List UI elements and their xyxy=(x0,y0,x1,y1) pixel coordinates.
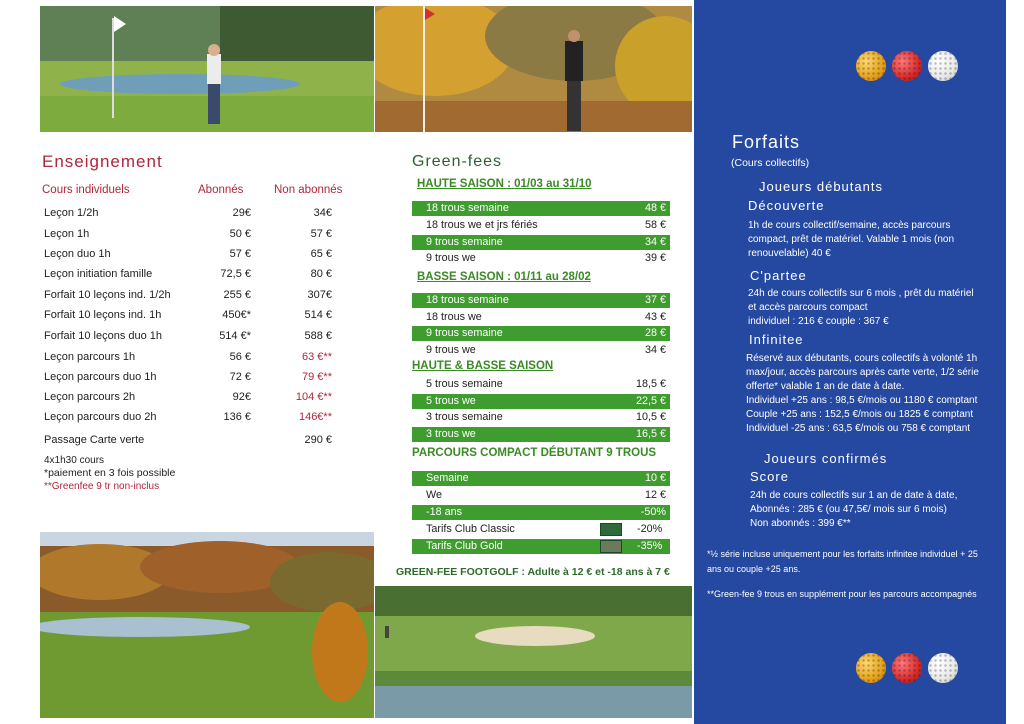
fee-price: 10,5 € xyxy=(635,411,666,423)
lesson-price-non-abonnes: 34€ xyxy=(313,207,332,219)
lesson-price-non-abonnes: 588 € xyxy=(304,330,332,342)
fee-price: 22,5 € xyxy=(635,395,666,407)
lesson-price-abonnes: 57 € xyxy=(229,248,251,260)
score-line: Non abonnés : 399 €** xyxy=(750,518,851,529)
lesson-price-abonnes: 92€ xyxy=(232,391,251,403)
greenfees-title: Green-fees xyxy=(412,153,503,170)
fee-price: -50% xyxy=(640,506,666,518)
fee-row xyxy=(412,488,670,503)
lesson-label: Leçon parcours duo 1h xyxy=(44,371,157,383)
fee-label: 3 trous we xyxy=(426,428,476,440)
lesson-label: Forfait 10 leçons ind. 1/2h xyxy=(44,289,171,301)
club-gold-card-icon xyxy=(600,540,622,553)
fee-row xyxy=(412,201,670,216)
lesson-price-abonnes: 450€* xyxy=(222,309,251,321)
carte-verte-label: Passage Carte verte xyxy=(44,434,145,446)
golf-ball-white-icon xyxy=(928,51,958,81)
lesson-label: Leçon 1/2h xyxy=(44,207,99,219)
fee-price: 34 € xyxy=(644,236,666,248)
cours-individuels-header: Cours individuels xyxy=(42,184,130,196)
golf-ball-red-icon xyxy=(892,653,922,683)
fee-price: 10 € xyxy=(644,472,666,484)
lesson-label: Leçon parcours 1h xyxy=(44,351,136,363)
fee-label: 5 trous semaine xyxy=(426,378,503,390)
score-text xyxy=(750,489,957,531)
lesson-price-abonnes: 514 €* xyxy=(219,330,251,342)
decouverte-line: compact, prêt de matériel. Valable 1 mois (non xyxy=(748,234,955,245)
lesson-price-abonnes: 56 € xyxy=(229,351,251,363)
fee-price: 48 € xyxy=(644,202,666,214)
fee-row xyxy=(412,410,670,425)
fee-label: 9 trous semaine xyxy=(426,327,503,339)
haute-saison-title: HAUTE SAISON : 01/03 au 31/10 xyxy=(417,178,592,190)
score-line: Abonnés : 285 € (ou 47,5€/ mois sur 6 mois) xyxy=(750,504,947,515)
cpartee-title: C'partee xyxy=(750,268,807,283)
enseignement-notes xyxy=(44,454,175,493)
cpartee-line: individuel : 216 € couple : 367 € xyxy=(748,316,889,327)
fee-label: 9 trous semaine xyxy=(426,236,503,248)
infinitee-title: Infinitee xyxy=(749,332,804,347)
fee-price: 12 € xyxy=(644,489,666,501)
fee-price: 18,5 € xyxy=(635,378,666,390)
note-paiement: *paiement en 3 fois possible xyxy=(44,467,176,479)
debutants-title: Joueurs débutants xyxy=(759,179,883,194)
lesson-price-abonnes: 72 € xyxy=(229,371,251,383)
club-classic-card-icon xyxy=(600,523,622,536)
golf-ball-red-icon xyxy=(892,51,922,81)
golf-ball-yellow-icon xyxy=(856,51,886,81)
lesson-label: Forfait 10 leçons ind. 1h xyxy=(44,309,162,321)
cpartee-line: et accès parcours compact xyxy=(748,302,868,313)
fee-row xyxy=(412,394,670,409)
lesson-label: Leçon parcours duo 2h xyxy=(44,411,157,423)
decouverte-line: renouvelable) 40 € xyxy=(748,248,831,259)
fee-row xyxy=(412,326,670,341)
fee-price: 58 € xyxy=(644,219,666,231)
fee-row xyxy=(412,343,670,358)
infinitee-line: Individuel +25 ans : 98,5 €/mois ou 1180 € comptant xyxy=(746,395,978,406)
fee-label: 18 trous semaine xyxy=(426,202,509,214)
lesson-price-non-abonnes: 146€** xyxy=(298,411,332,423)
compact-title: PARCOURS COMPACT DÉBUTANT 9 TROUS xyxy=(412,447,657,459)
infinitee-line: Réservé aux débutants, cours collectifs à volonté 1h xyxy=(746,353,978,364)
infinitee-line: offerte* valable 1 an de date à date. xyxy=(746,381,905,392)
note-cours: 4x1h30 cours xyxy=(44,455,105,466)
fee-row xyxy=(412,522,670,537)
fee-row xyxy=(412,310,670,325)
fee-label: 18 trous we et jrs fériés xyxy=(426,219,538,231)
score-line: 24h de cours collectifs sur 1 an de date à date, xyxy=(750,490,958,501)
fee-row xyxy=(412,235,670,250)
basse-saison-title: BASSE SAISON : 01/11 au 28/02 xyxy=(417,271,591,283)
fee-label: 9 trous we xyxy=(426,344,476,356)
note-greenfee: **Greenfee 9 tr non-inclus xyxy=(44,481,160,492)
lesson-price-non-abonnes: 104 €** xyxy=(295,391,332,403)
footnote-line: *½ série incluse uniquement pour les forfaits infinitee individuel + 25 xyxy=(707,549,978,559)
lesson-price-abonnes: 29€ xyxy=(232,207,251,219)
photo-autumn-lake xyxy=(40,532,374,718)
fee-price: 28 € xyxy=(644,327,666,339)
lesson-label: Leçon duo 1h xyxy=(44,248,111,260)
fee-label: 18 trous semaine xyxy=(426,294,509,306)
fee-price: 34 € xyxy=(644,344,666,356)
lesson-price-non-abonnes: 57 € xyxy=(310,228,332,240)
infinitee-line: Couple +25 ans : 152,5 €/mois ou 1825 € comptant xyxy=(746,409,974,420)
photo-golfer-autumn xyxy=(375,6,692,132)
golf-ball-yellow-icon xyxy=(856,653,886,683)
fee-row xyxy=(412,251,670,266)
fee-row xyxy=(412,427,670,442)
lesson-label: Leçon parcours 2h xyxy=(44,391,136,403)
infinitee-text xyxy=(746,352,979,436)
fee-price: 43 € xyxy=(644,311,666,323)
confirmes-title: Joueurs confirmés xyxy=(764,451,888,466)
fee-row xyxy=(412,539,670,554)
haute-basse-title: HAUTE & BASSE SAISON xyxy=(412,360,554,372)
decouverte-line: 1h de cours collectif/semaine, accès parcours xyxy=(748,220,951,231)
fee-row xyxy=(412,505,670,520)
fee-price: 39 € xyxy=(644,252,666,264)
footnote-serie xyxy=(707,547,978,577)
fee-label: -18 ans xyxy=(426,506,463,518)
fee-label: Semaine xyxy=(426,472,469,484)
fee-price: 37 € xyxy=(644,294,666,306)
fee-price: 16,5 € xyxy=(635,428,666,440)
lesson-price-abonnes: 72,5 € xyxy=(220,268,251,280)
infinitee-line: max/jour, accès parcours après carte verte, 1/2 série xyxy=(746,367,979,378)
decouverte-title: Découverte xyxy=(748,198,825,213)
footnote-line: ans ou couple +25 ans. xyxy=(707,564,801,574)
forfaits-subtitle: (Cours collectifs) xyxy=(731,157,810,169)
infinitee-line: Individuel -25 ans : 63,5 €/mois ou 758 € comptant xyxy=(746,423,971,434)
lesson-price-non-abonnes: 63 €** xyxy=(302,351,332,363)
golf-ball-white-icon xyxy=(928,653,958,683)
enseignement-title: Enseignement xyxy=(42,152,163,171)
footgolf-fee: GREEN-FEE FOOTGOLF : Adulte à 12 € et -18 ans à 7 € xyxy=(396,566,670,578)
forfaits-title: Forfaits xyxy=(732,132,801,152)
non-abonnes-header: Non abonnés xyxy=(274,184,343,196)
score-title: Score xyxy=(750,469,789,484)
decouverte-text xyxy=(748,219,954,261)
lesson-price-non-abonnes: 65 € xyxy=(310,248,332,260)
fee-label: We xyxy=(426,489,443,501)
lesson-label: Leçon initiation famille xyxy=(44,268,153,280)
lesson-price-non-abonnes: 307€ xyxy=(307,289,332,301)
fee-price: -20% xyxy=(637,523,663,535)
photo-golfer-putting xyxy=(40,6,374,132)
fee-label: Tarifs Club Gold xyxy=(426,540,503,552)
fee-row xyxy=(412,218,670,233)
abonnes-header: Abonnés xyxy=(198,184,244,196)
photo-green-bunker xyxy=(375,586,692,718)
fee-row xyxy=(412,293,670,308)
lesson-label: Forfait 10 leçons duo 1h xyxy=(44,330,163,342)
fee-label: Tarifs Club Classic xyxy=(426,523,515,535)
fee-price: -35% xyxy=(637,540,663,552)
footnote-greenfee: **Green-fee 9 trous en supplément pour les parcours accompagnés xyxy=(707,589,977,599)
fee-row xyxy=(412,471,670,486)
fee-label: 3 trous semaine xyxy=(426,411,503,423)
lesson-price-non-abonnes: 514 € xyxy=(304,309,332,321)
fee-label: 18 trous we xyxy=(426,311,482,323)
carte-verte-price: 290 € xyxy=(304,434,332,446)
lesson-price-abonnes: 50 € xyxy=(229,228,251,240)
forfaits-panel xyxy=(694,0,1006,724)
cpartee-line: 24h de cours collectifs sur 6 mois , prêt du matériel xyxy=(748,288,974,299)
lesson-price-non-abonnes: 79 €** xyxy=(302,371,332,383)
cpartee-text xyxy=(748,287,974,329)
lesson-label: Leçon 1h xyxy=(44,228,90,240)
lesson-price-abonnes: 136 € xyxy=(223,411,251,423)
lesson-price-non-abonnes: 80 € xyxy=(310,268,332,280)
lesson-price-abonnes: 255 € xyxy=(223,289,251,301)
fee-label: 5 trous we xyxy=(426,395,476,407)
fee-label: 9 trous we xyxy=(426,252,476,264)
fee-row xyxy=(412,377,670,392)
